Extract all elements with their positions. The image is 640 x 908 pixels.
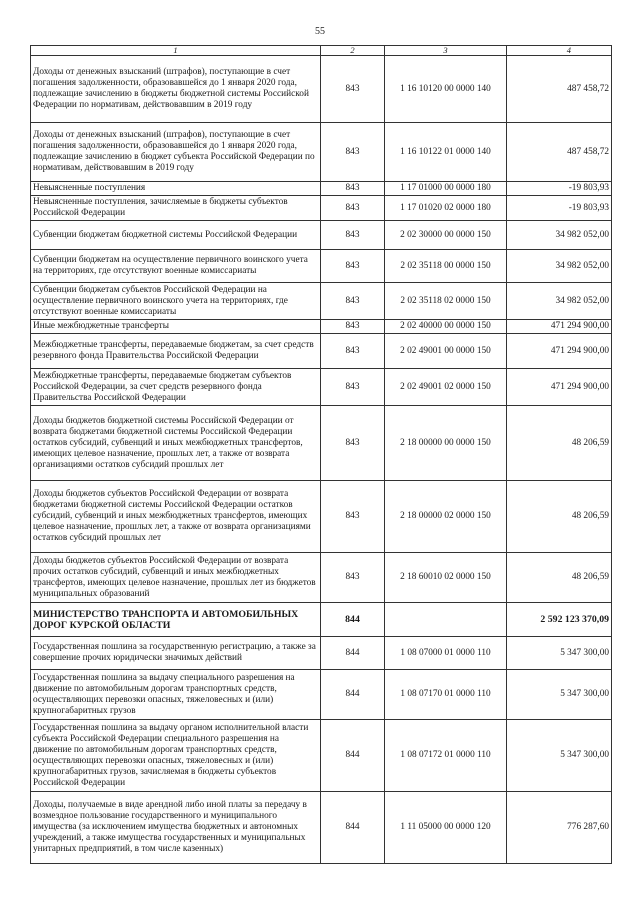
row-amount: 34 982 052,00 (507, 250, 612, 283)
row-budget-code: 2 02 30000 00 0000 150 (385, 221, 507, 250)
table-row (31, 792, 612, 864)
page-number: 55 (315, 26, 325, 37)
row-budget-code: 1 08 07170 01 0000 110 (385, 670, 507, 720)
row-amount: 471 294 900,00 (507, 334, 612, 369)
row-admin-code: 844 (321, 792, 385, 864)
row-name: Невыясненные поступления, зачисляемые в бюджеты субъектов Российской Федерации (31, 196, 321, 221)
ministry-row (31, 603, 612, 637)
row-amount: 48 206,59 (507, 481, 612, 553)
table-row (31, 720, 612, 792)
row-name: Невыясненные поступления (31, 182, 321, 196)
row-budget-code: 1 17 01000 00 0000 180 (385, 182, 507, 196)
row-budget-code: 1 17 01020 02 0000 180 (385, 196, 507, 221)
table-row (31, 221, 612, 250)
row-name: Государственная пошлина за выдачу специального разрешения на движение по автомобильным дорогам транспортных средств, осуществляющих перевозки опасных, тяжеловесных и (или) крупногабаритных грузов (31, 670, 321, 720)
row-amount: -19 803,93 (507, 196, 612, 221)
row-admin-code: 843 (321, 221, 385, 250)
table-row (31, 320, 612, 334)
table-row (31, 637, 612, 670)
table-row (31, 670, 612, 720)
row-name: Доходы, получаемые в виде арендной либо иной платы за передачу в возмездное пользование государственного и муниципального имущества (за исключением имущества бюджетных и автономных учреждений, а также имущества государственных и муниципальных унитарных предприятий, в том числе казенных) (31, 792, 321, 864)
row-budget-code: 2 02 35118 00 0000 150 (385, 250, 507, 283)
row-name: Доходы бюджетов субъектов Российской Федерации от возврата бюджетами бюджетной системы Российской Федерации остатков субсидий, субвенций и иных межбюджетных трансфертов, имеющих целевое назначение, прошлых лет, а также от возврата организациями остатков субсидий прошлых лет (31, 481, 321, 553)
table-row (31, 56, 612, 123)
row-admin-code: 843 (321, 406, 385, 481)
header-col-name: 1 (31, 46, 321, 56)
row-budget-code: 1 16 10120 00 0000 140 (385, 56, 507, 123)
row-name: Межбюджетные трансферты, передаваемые бюджетам субъектов Российской Федерации, за счет средств резервного фонда Правительства Российской Федерации (31, 369, 321, 406)
row-amount: 487 458,72 (507, 123, 612, 182)
row-amount: 5 347 300,00 (507, 720, 612, 792)
row-budget-code: 1 08 07000 01 0000 110 (385, 637, 507, 670)
row-amount: 471 294 900,00 (507, 369, 612, 406)
row-admin-code: 843 (321, 369, 385, 406)
row-name: Государственная пошлина за государственную регистрацию, а также за совершение прочих юридически значимых действий (31, 637, 321, 670)
row-amount: 34 982 052,00 (507, 221, 612, 250)
row-admin-code: 844 (321, 637, 385, 670)
row-budget-code: 1 16 10122 01 0000 140 (385, 123, 507, 182)
table-row (31, 481, 612, 553)
row-name: Субвенции бюджетам бюджетной системы Российской Федерации (31, 221, 321, 250)
row-amount: 5 347 300,00 (507, 670, 612, 720)
row-name: Доходы бюджетов бюджетной системы Российской Федерации от возврата бюджетами бюджетной системы Российской Федерации остатков субсидий, субвенций и иных межбюджетных трансфертов, имеющих целевое назначение, прошлых лет, а также от возврата организациями остатков субсидий прошлых лет (31, 406, 321, 481)
row-admin-code: 843 (321, 283, 385, 320)
row-budget-code: 2 02 49001 02 0000 150 (385, 369, 507, 406)
table-row (31, 369, 612, 406)
table-row (31, 123, 612, 182)
row-amount: 471 294 900,00 (507, 320, 612, 334)
row-amount: 48 206,59 (507, 553, 612, 603)
row-admin-code: 843 (321, 196, 385, 221)
row-admin-code: 843 (321, 553, 385, 603)
table-row (31, 250, 612, 283)
table-row (31, 334, 612, 369)
row-amount: -19 803,93 (507, 182, 612, 196)
row-name: Субвенции бюджетам на осуществление первичного воинского учета на территориях, где отсутствуют военные комиссариаты (31, 250, 321, 283)
row-admin-code: 843 (321, 182, 385, 196)
row-admin-code: 843 (321, 250, 385, 283)
revenue-table (30, 45, 612, 864)
header-col-code: 3 (385, 46, 507, 56)
row-admin-code: 843 (321, 56, 385, 123)
table-row (31, 406, 612, 481)
row-budget-code: 2 18 60010 02 0000 150 (385, 553, 507, 603)
row-name: Субвенции бюджетам субъектов Российской Федерации на осуществление первичного воинского учета на территориях, где отсутствуют военные комиссариаты (31, 283, 321, 320)
header-col-admin: 2 (321, 46, 385, 56)
table-row (31, 182, 612, 196)
header-col-amount: 4 (507, 46, 612, 56)
row-budget-code: 2 02 35118 02 0000 150 (385, 283, 507, 320)
row-name: Иные межбюджетные трансферты (31, 320, 321, 334)
row-budget-code: 1 08 07172 01 0000 110 (385, 720, 507, 792)
ministry-name: МИНИСТЕРСТВО ТРАНСПОРТА И АВТОМОБИЛЬНЫХ ДОРОГ КУРСКОЙ ОБЛАСТИ (31, 603, 321, 637)
row-amount: 5 347 300,00 (507, 637, 612, 670)
row-name: Доходы от денежных взысканий (штрафов), поступающие в счет погашения задолженности, образовавшейся до 1 января 2020 года, подлежащие зачислению в бюджет субъекта Российской Федерации по нормативам, действовавшим в 2019 году (31, 123, 321, 182)
row-name: Государственная пошлина за выдачу органом исполнительной власти субъекта Российской Федерации специального разрешения на движение по автомобильным дорогам транспортных средств, осуществляющих перевозки опасных, тяжеловесных и (или) крупногабаритных грузов, зачисляемая в бюджеты субъектов Российской Федерации (31, 720, 321, 792)
row-admin-code: 844 (321, 670, 385, 720)
row-amount: 487 458,72 (507, 56, 612, 123)
table-header-row (31, 46, 612, 56)
row-admin-code: 843 (321, 123, 385, 182)
table-row (31, 283, 612, 320)
row-budget-code: 2 02 40000 00 0000 150 (385, 320, 507, 334)
row-amount: 34 982 052,00 (507, 283, 612, 320)
row-admin-code: 843 (321, 481, 385, 553)
row-budget-code: 2 02 49001 00 0000 150 (385, 334, 507, 369)
row-admin-code: 843 (321, 334, 385, 369)
row-budget-code (385, 603, 507, 637)
row-admin-code: 844 (321, 720, 385, 792)
row-name: Доходы от денежных взысканий (штрафов), поступающие в счет погашения задолженности, образовавшейся до 1 января 2020 года, подлежащие зачислению в бюджеты бюджетной системы Российской Федерации по нормативам, действовавшим в 2019 году (31, 56, 321, 123)
row-amount: 776 287,60 (507, 792, 612, 864)
row-budget-code: 2 18 00000 02 0000 150 (385, 481, 507, 553)
ministry-total: 2 592 123 370,09 (507, 603, 612, 637)
row-budget-code: 1 11 05000 00 0000 120 (385, 792, 507, 864)
row-admin-code: 844 (321, 603, 385, 637)
row-admin-code: 843 (321, 320, 385, 334)
table-row (31, 196, 612, 221)
row-name: Доходы бюджетов субъектов Российской Федерации от возврата прочих остатков субсидий, субвенций и иных межбюджетных трансфертов, имеющих целевое назначение, прошлых лет из бюджетов муниципальных образований (31, 553, 321, 603)
row-name: Межбюджетные трансферты, передаваемые бюджетам, за счет средств резервного фонда Правительства Российской Федерации (31, 334, 321, 369)
table-row (31, 553, 612, 603)
row-budget-code: 2 18 00000 00 0000 150 (385, 406, 507, 481)
row-amount: 48 206,59 (507, 406, 612, 481)
